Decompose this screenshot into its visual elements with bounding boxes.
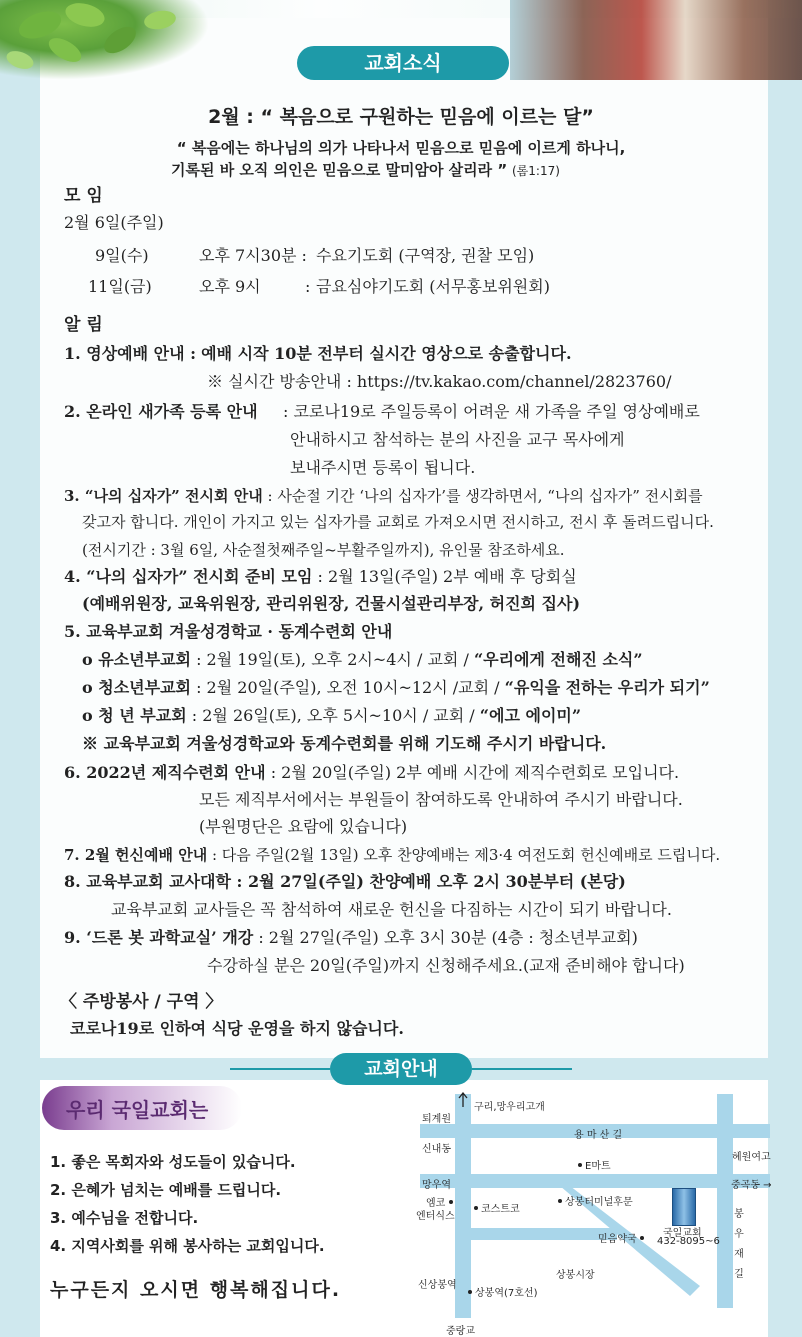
notice-1-sub: ※ 실시간 방송안내 : https://tv.kakao.com/channel/2823760/ [207,372,672,391]
map-label: 국일교회 [663,1228,702,1239]
row-quote: “유익을 전하는 우리가 되기” [504,678,710,697]
map-label [598,1230,647,1245]
map-road [717,1094,733,1308]
notice-8-line: 교육부교회 교사들은 꼭 참석하여 새로운 헌신을 다짐하는 시간이 되기 바랍니다. [111,900,672,919]
map-label: 구리,망우리고개 [474,1102,545,1113]
row-text: : 2월 20일(주일), 오전 10시~12시 /교회 / [196,678,500,697]
meeting-desc: 수요기도회 (구역장, 권찰 모임) [316,246,535,265]
guide-divider-right [472,1068,572,1070]
news-title-pill: 교회소식 [297,46,509,80]
row-label: o 유소년부교회 [82,650,191,669]
notice-4 [64,567,577,587]
verse-reference: (롬1:17) [512,164,560,178]
notice-8-label: 8. 교육부교회 교사대학 : 2월 27일(주일) 찬양예배 오후 2시 30분부터 (본당) [64,872,626,891]
notice-3 [64,486,703,506]
map-label [468,1284,537,1299]
notice-text: : 2월 13일(주일) 2부 예배 후 당회실 [317,567,577,586]
guide-item: 3. 예수님을 전합니다. [50,1209,199,1227]
terminal-label: 상봉터미널후문 [565,1197,633,1208]
leaves-icon [0,0,210,80]
notice-label: 4. “나의 십자가” 전시회 준비 모임 [64,567,313,586]
verse-line-2 [171,160,560,181]
notices-heading: 알 림 [64,315,103,335]
meeting-date: 2월 6일(주일) [64,213,164,232]
map-label: 망우역 [422,1180,451,1191]
map-label: 상봉시장 [556,1270,595,1281]
leaf-decoration [0,0,210,80]
row-quote: “에고 에이미” [479,706,582,725]
notice-label: 3. “나의 십자가” 전시회 안내 [64,487,263,505]
kitchen-text: 코로나19로 인하여 식당 운영을 하지 않습니다. [70,1019,404,1038]
meeting-colon: : [305,277,311,296]
guide-divider-left [230,1068,330,1070]
church-building-icon [672,1188,696,1226]
row-text: : 2월 19일(토), 오후 2시~4시 / 교회 / [196,650,469,669]
map-label: 혜원여고 [732,1152,771,1163]
notice-5-row [82,706,581,726]
guide-title-pill: 교회안내 [330,1053,472,1085]
notice-3-line: 갖고자 합니다. 개인이 가지고 있는 십자가를 교회로 가져오시면 전시하고, 전시 후 돌려드립니다. [82,513,714,531]
map-label [578,1157,611,1172]
notice-label: 9. ‘드론 봇 과학교실’ 개강 [64,928,254,947]
row-label: o 청 년 부교회 [82,706,187,725]
guide-closing: 누구든지 오시면 행복해집니다. [50,1279,342,1301]
emco-label: 엠코 [426,1198,446,1209]
notice-6-line: 모든 제직부서에서는 부원들이 참여하도록 안내하여 주시기 바랍니다. [199,790,683,809]
row-quote: “우리에게 전해진 소식” [473,650,643,669]
costco-label: 코스트코 [481,1204,520,1215]
notice-2-line: : 코로나19로 주일등록이 어려운 새 가족을 주일 영상예배로 [283,402,700,421]
notice-9-line: 수강하실 분은 20일(주일)까지 신청해주세요.(교재 준비해야 합니다) [207,956,685,975]
notice-5-row [82,678,710,698]
verse-text: 기록된 바 오직 의인은 믿음으로 말미암아 살리라 ” [171,161,508,179]
map-label: 432-8095~6 [657,1236,720,1247]
notice-text: : 2월 27일(주일) 오후 3시 30분 (4층 : 청소년부교회) [258,928,638,947]
map-label [558,1193,633,1208]
notice-text: : 다음 주일(2월 13일) 오후 찬양예배는 제3·4 여전도회 헌신예배로 드립니다. [211,846,721,864]
notice-1 [64,344,572,364]
row-label: o 청소년부교회 [82,678,191,697]
notice-6 [64,763,679,783]
notice-label: 1. 영상예배 안내 : [64,344,197,363]
notice-3-line: (전시기간 : 3월 6일, 사순절첫째주일~부활주일까지), 유인물 참조하세요. [82,541,565,559]
notice-2-line: 보내주시면 등록이 됩니다. [290,458,476,477]
notice-text: : 사순절 기간 ‘나의 십자가’를 생각하면서, “나의 십자가” 전시회를 [267,487,703,505]
meeting-time: 오후 7시30분 : [199,246,307,265]
month-theme-title: 2월 : “ 복음으로 구원하는 믿음에 이르는 달” [208,106,594,128]
choir-photo [510,0,802,80]
notice-text: : 2월 20일(주일) 2부 예배 시간에 제직수련회로 모입니다. [270,763,680,782]
guide-item: 1. 좋은 목회자와 성도들이 있습니다. [50,1153,296,1171]
church-name: 우리 국일교회는 [66,1098,209,1122]
map-label [474,1200,520,1215]
meeting-day: 11일(금) [88,277,152,296]
map-label: 신상봉역 [418,1280,457,1291]
notice-5-row [82,650,643,670]
station-label: 상봉역(7호선) [475,1288,538,1299]
pharmacy-label: 믿음약국 [598,1234,637,1245]
notice-text: 예배 시작 10분 전부터 실시간 영상으로 송출합니다. [201,344,572,363]
meeting-day: 9일(수) [95,246,149,265]
map-label: 용 마 산 길 [574,1130,623,1141]
notice-label: 6. 2022년 제직수련회 안내 [64,763,266,782]
map-label: 봉 우 재 길 [734,1209,744,1280]
guide-item: 4. 지역사회를 위해 봉사하는 교회입니다. [50,1237,325,1255]
meeting-desc: 금요심야기도회 (서무홍보위원회) [316,277,550,296]
notice-5-note: ※ 교육부교회 겨울성경학교와 동계수련회를 위해 기도해 주시기 바랍니다. [82,734,607,753]
meeting-time: 오후 9시 [199,277,261,296]
kitchen-heading: 〈 주방봉사 / 구역 〉 [60,992,223,1012]
notice-6-line: (부원명단은 요람에 있습니다) [199,817,408,836]
notice-2-label: 2. 온라인 새가족 등록 안내 [64,402,258,421]
notice-4-line: (예배위원장, 교육위원장, 관리위원장, 건물시설관리부장, 허진희 집사) [82,594,581,613]
notice-5-label: 5. 교육부교회 겨울성경학교 · 동계수련회 안내 [64,622,393,641]
map-label: 중곡동 → [731,1180,772,1191]
map-label: 신내동 [422,1144,451,1155]
meetings-heading: 모 임 [64,186,103,206]
notice-label: 7. 2월 헌신예배 안내 [64,846,208,864]
map-label: 엔터식스 [416,1211,455,1222]
map-label: 퇴계원 [422,1114,451,1125]
map-label: 중랑교 [446,1326,475,1337]
notice-7 [64,845,720,865]
notice-2-line: 안내하시고 참석하는 분의 사진을 교구 목사에게 [290,430,625,449]
guide-item: 2. 은혜가 넘치는 예배를 드립니다. [50,1181,282,1199]
arrow-up-icon [456,1092,470,1108]
verse-line-1: “ 복음에는 하나님의 의가 나타나서 믿음으로 믿음에 이르게 하나니, [176,139,626,157]
notice-9 [64,928,638,948]
emart-label: E마트 [585,1161,611,1172]
row-text: : 2월 26일(토), 오후 5시~10시 / 교회 / [191,706,475,725]
